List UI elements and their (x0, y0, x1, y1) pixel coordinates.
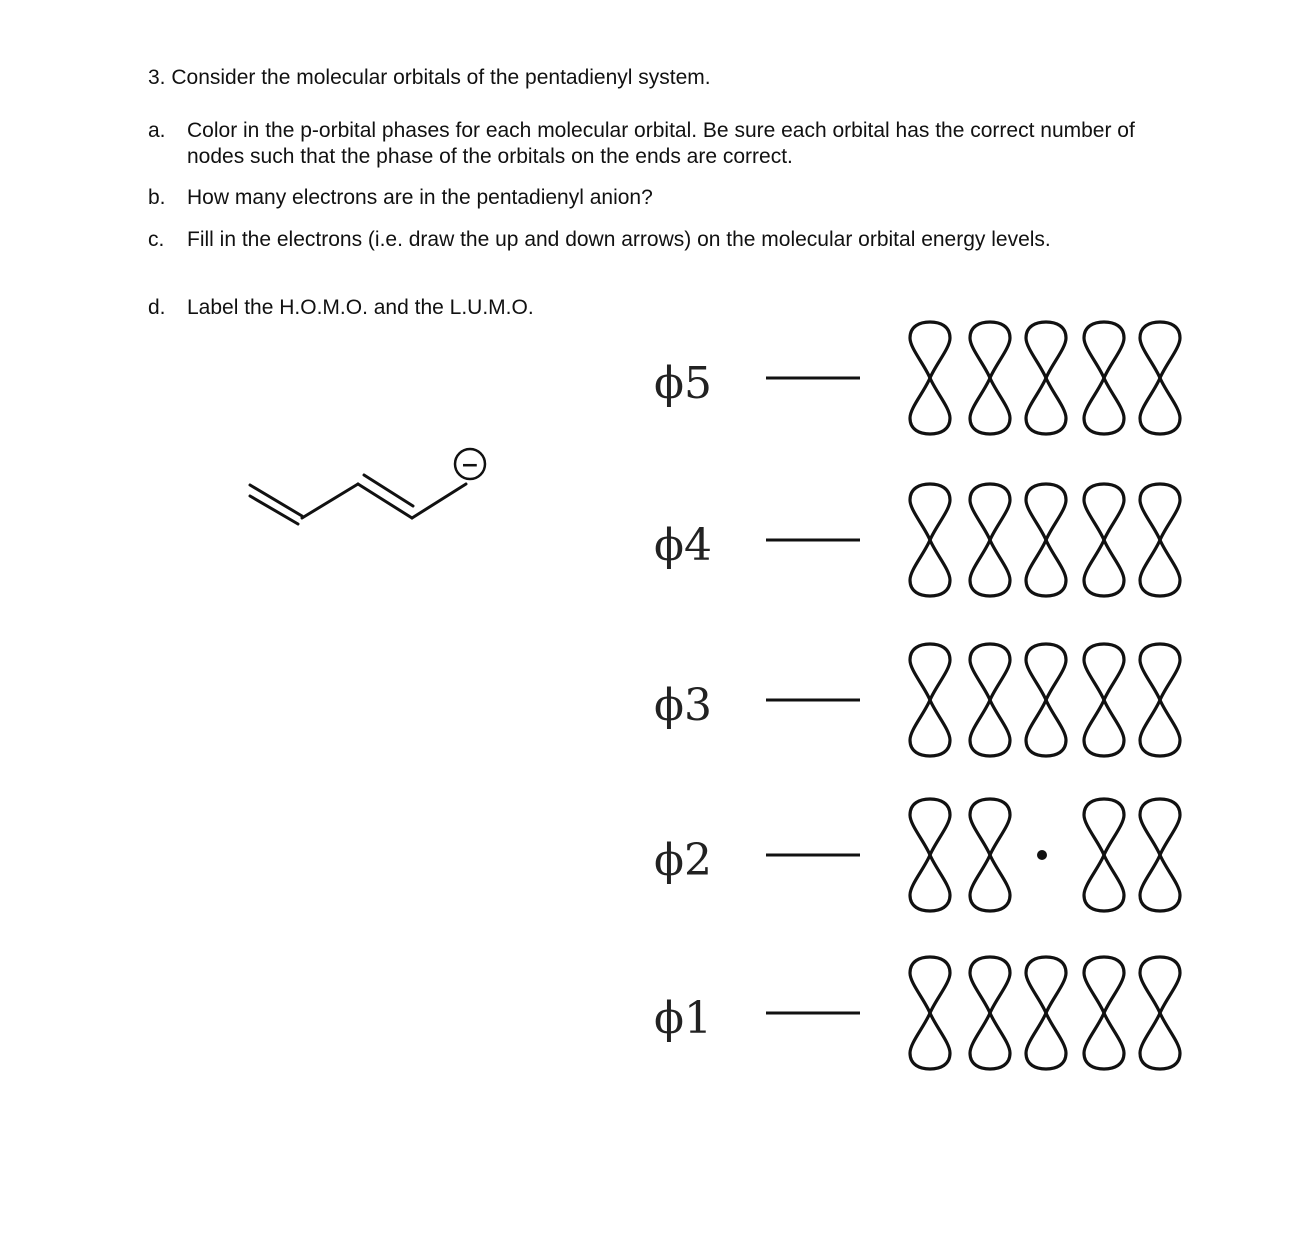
p-orbital[interactable] (1140, 322, 1180, 434)
p-orbital[interactable] (970, 322, 1010, 434)
p-orbital-upper-lobe[interactable] (1026, 957, 1066, 1013)
p-orbital-lower-lobe[interactable] (1140, 1013, 1180, 1069)
p-orbital-upper-lobe[interactable] (910, 484, 950, 540)
p-orbital[interactable] (970, 957, 1010, 1069)
node-dot (1037, 850, 1047, 860)
p-orbital[interactable] (1026, 322, 1066, 434)
p-orbital-lower-lobe[interactable] (1140, 700, 1180, 756)
p-orbital[interactable] (910, 322, 950, 434)
p-orbital-lower-lobe[interactable] (910, 855, 950, 911)
mo-row-3 (654, 644, 1180, 756)
p-orbital-lower-lobe[interactable] (970, 378, 1010, 434)
mo-label: ϕ4 (654, 520, 712, 571)
p-orbital-lower-lobe[interactable] (1026, 378, 1066, 434)
p-orbital[interactable] (970, 644, 1010, 756)
p-orbital-lower-lobe[interactable] (1026, 540, 1066, 596)
mo-label: ϕ5 (654, 358, 712, 409)
p-orbital-lower-lobe[interactable] (970, 700, 1010, 756)
pentadienyl-anion-structure (250, 449, 485, 524)
p-orbital-upper-lobe[interactable] (970, 957, 1010, 1013)
bond-c4-c5 (412, 484, 466, 518)
p-orbital-upper-lobe[interactable] (910, 644, 950, 700)
p-orbital[interactable] (910, 799, 950, 911)
p-orbital-upper-lobe[interactable] (1026, 644, 1066, 700)
p-orbital-lower-lobe[interactable] (970, 540, 1010, 596)
negative-charge-symbol: − (460, 453, 480, 478)
p-orbital-upper-lobe[interactable] (1026, 322, 1066, 378)
p-orbital-lower-lobe[interactable] (1140, 540, 1180, 596)
p-orbital[interactable] (1026, 957, 1066, 1069)
p-orbital[interactable] (910, 957, 950, 1069)
p-orbital-lower-lobe[interactable] (910, 378, 950, 434)
p-orbital-lower-lobe[interactable] (1026, 700, 1066, 756)
p-orbital[interactable] (1084, 484, 1124, 596)
p-orbital-lower-lobe[interactable] (1084, 1013, 1124, 1069)
p-orbital-upper-lobe[interactable] (910, 957, 950, 1013)
p-orbital-upper-lobe[interactable] (1084, 644, 1124, 700)
mo-energy-levels (654, 322, 1180, 1069)
p-orbital[interactable] (1140, 644, 1180, 756)
p-orbital-upper-lobe[interactable] (970, 484, 1010, 540)
p-orbital[interactable] (1084, 644, 1124, 756)
p-orbital-upper-lobe[interactable] (970, 644, 1010, 700)
part-d-text: Label the H.O.M.O. and the L.U.M.O. (187, 296, 534, 319)
p-orbital-lower-lobe[interactable] (1084, 378, 1124, 434)
mo-row-1 (654, 957, 1180, 1069)
mo-label: ϕ2 (654, 835, 712, 886)
p-orbital-upper-lobe[interactable] (1140, 644, 1180, 700)
p-orbital-upper-lobe[interactable] (1140, 957, 1180, 1013)
p-orbital[interactable] (1026, 484, 1066, 596)
p-orbital[interactable] (1026, 644, 1066, 756)
mo-row-4 (654, 484, 1180, 596)
p-orbital-upper-lobe[interactable] (1026, 484, 1066, 540)
part-a-text: Color in the p-orbital phases for each molecular orbital. Be sure each orbital has the correct number of nodes such that the phase of the orbitals on the ends are correct. (187, 119, 1135, 168)
p-orbital-lower-lobe[interactable] (1026, 1013, 1066, 1069)
p-orbital-upper-lobe[interactable] (970, 799, 1010, 855)
p-orbital[interactable] (910, 644, 950, 756)
p-orbital-upper-lobe[interactable] (1084, 957, 1124, 1013)
p-orbital-upper-lobe[interactable] (970, 322, 1010, 378)
p-orbital[interactable] (1084, 957, 1124, 1069)
p-orbital[interactable] (910, 484, 950, 596)
p-orbital[interactable] (1140, 957, 1180, 1069)
mo-label: ϕ1 (654, 993, 712, 1044)
p-orbital-upper-lobe[interactable] (1140, 322, 1180, 378)
p-orbital-upper-lobe[interactable] (1084, 322, 1124, 378)
part-c-label: c. (148, 228, 165, 251)
p-orbital-upper-lobe[interactable] (910, 322, 950, 378)
p-orbital-lower-lobe[interactable] (970, 1013, 1010, 1069)
p-orbital-lower-lobe[interactable] (1140, 855, 1180, 911)
p-orbital[interactable] (1084, 799, 1124, 911)
bond-c2-c3 (302, 484, 358, 518)
p-orbital[interactable] (970, 799, 1010, 911)
p-orbital-upper-lobe[interactable] (910, 799, 950, 855)
p-orbital-lower-lobe[interactable] (970, 855, 1010, 911)
part-d-label: d. (148, 296, 166, 319)
p-orbital[interactable] (1140, 484, 1180, 596)
part-c-text: Fill in the electrons (i.e. draw the up and down arrows) on the molecular orbital energy levels. (187, 228, 1051, 251)
p-orbital-lower-lobe[interactable] (1084, 540, 1124, 596)
p-orbital[interactable] (1140, 799, 1180, 911)
p-orbital-lower-lobe[interactable] (910, 700, 950, 756)
part-b-text: How many electrons are in the pentadienyl anion? (187, 186, 653, 209)
p-orbital[interactable] (970, 484, 1010, 596)
p-orbital-lower-lobe[interactable] (1084, 700, 1124, 756)
p-orbital-lower-lobe[interactable] (1084, 855, 1124, 911)
part-b-label: b. (148, 186, 166, 209)
p-orbital-lower-lobe[interactable] (1140, 378, 1180, 434)
question-title: 3. Consider the molecular orbitals of the pentadienyl system. (148, 66, 711, 89)
p-orbital-upper-lobe[interactable] (1140, 484, 1180, 540)
mo-row-5 (654, 322, 1180, 434)
p-orbital-lower-lobe[interactable] (910, 540, 950, 596)
mo-label: ϕ3 (654, 680, 712, 731)
p-orbital-upper-lobe[interactable] (1084, 799, 1124, 855)
mo-row-2 (654, 799, 1180, 911)
part-a-label: a. (148, 119, 166, 142)
p-orbital-lower-lobe[interactable] (910, 1013, 950, 1069)
bond-c3-c4-double (364, 475, 413, 506)
p-orbital-upper-lobe[interactable] (1084, 484, 1124, 540)
p-orbital-upper-lobe[interactable] (1140, 799, 1180, 855)
p-orbital[interactable] (1084, 322, 1124, 434)
